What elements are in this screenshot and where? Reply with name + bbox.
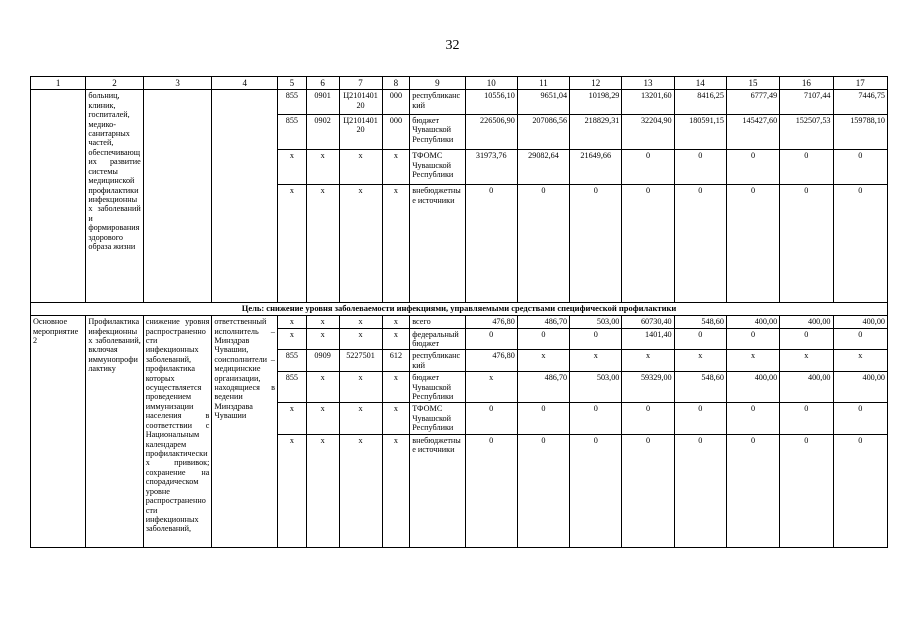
s1-col1-cell [31, 90, 86, 303]
table-cell: 0 [674, 150, 726, 185]
s1-col3-cell [143, 90, 212, 303]
budget-table [30, 76, 888, 548]
table-cell: 10198,29 [570, 90, 622, 115]
table-cell: x [278, 328, 307, 350]
table-cell: 226506,90 [465, 114, 517, 149]
table-cell: 0 [780, 150, 833, 185]
s2-name-cell: Профилактика инфекционных заболеваний, включая иммунопрофилактику [86, 316, 143, 548]
table-cell: x [622, 350, 674, 372]
header-cell: 6 [306, 77, 339, 90]
table-cell: 0 [833, 150, 888, 185]
goal-row [31, 303, 888, 316]
table-cell: 548,60 [674, 372, 726, 403]
header-cell: 7 [339, 77, 382, 90]
table-cell: 400,00 [780, 316, 833, 328]
table-cell: x [306, 150, 339, 185]
header-cell: 16 [780, 77, 833, 90]
table-cell: x [382, 328, 410, 350]
table-cell: 0 [833, 185, 888, 303]
table-cell: x [465, 372, 517, 403]
table-cell: x [278, 316, 307, 328]
table-cell: 000 [382, 90, 410, 115]
table-cell: 0 [465, 403, 517, 434]
header-cell: 10 [465, 77, 517, 90]
table-row [31, 90, 888, 115]
table-cell: x [278, 150, 307, 185]
table-cell: 0 [570, 434, 622, 547]
table-cell: x [278, 434, 307, 547]
table-cell: 1401,40 [622, 328, 674, 350]
table-cell: 0 [517, 403, 569, 434]
table-cell: 855 [278, 372, 307, 403]
header-cell: 12 [570, 77, 622, 90]
table-cell: 0 [674, 403, 726, 434]
s2-executor-cell: ответственный исполнитель – Минздрав Чувашии, соисполнители – медицинские организации, находящиеся в ведении Минздрава Чувашии [212, 316, 278, 548]
table-cell: x [339, 372, 382, 403]
table-cell: 0 [780, 185, 833, 303]
table-cell: 7107,44 [780, 90, 833, 115]
table-cell: x [278, 185, 307, 303]
table-cell: x [780, 350, 833, 372]
table-cell: 159788,10 [833, 114, 888, 149]
page-number: 32 [445, 38, 460, 53]
table-cell: x [382, 185, 410, 303]
table-cell: внебюджетные источники [410, 185, 465, 303]
table-cell: бюджет Чувашской Республики [410, 114, 465, 149]
table-cell: x [306, 434, 339, 547]
table-cell: x [339, 185, 382, 303]
table-cell: 152507,53 [780, 114, 833, 149]
table-cell: x [339, 328, 382, 350]
table-cell: 0 [726, 150, 779, 185]
table-cell: x [306, 403, 339, 434]
table-cell: 0902 [306, 114, 339, 149]
table-cell: x [382, 434, 410, 547]
table-cell: 0 [833, 403, 888, 434]
table-cell: 60730,40 [622, 316, 674, 328]
table-cell: Ц210140120 [339, 90, 382, 115]
table-cell: 400,00 [726, 372, 779, 403]
table-cell: 0909 [306, 350, 339, 372]
table-cell: 0 [570, 328, 622, 350]
table-cell: 0 [833, 328, 888, 350]
table-cell: 13201,60 [622, 90, 674, 115]
table-cell: x [278, 403, 307, 434]
table-cell: 8416,25 [674, 90, 726, 115]
table-cell: x [306, 372, 339, 403]
table-cell: x [382, 316, 410, 328]
table-cell: 0 [517, 185, 569, 303]
table-cell: 0 [622, 403, 674, 434]
table-cell: 476,80 [465, 316, 517, 328]
table-cell: 612 [382, 350, 410, 372]
table-cell: 0 [726, 403, 779, 434]
table-cell: 0 [465, 434, 517, 547]
table-cell: x [339, 150, 382, 185]
table-cell: 0 [726, 434, 779, 547]
table-cell: x [382, 403, 410, 434]
table-cell: x [339, 434, 382, 547]
table-cell: 31973,76 [465, 150, 517, 185]
table-cell: 7446,75 [833, 90, 888, 115]
table-cell: x [306, 185, 339, 303]
table-cell: республиканский [410, 90, 465, 115]
table-cell: 9651,04 [517, 90, 569, 115]
table-cell: 32204,90 [622, 114, 674, 149]
table-cell: x [570, 350, 622, 372]
table-cell: x [726, 350, 779, 372]
table-cell: 0 [780, 328, 833, 350]
table-cell: 59329,00 [622, 372, 674, 403]
header-cell: 17 [833, 77, 888, 90]
table-cell: внебюджетные источники [410, 434, 465, 547]
table-cell: 0 [465, 185, 517, 303]
table-cell: 218829,31 [570, 114, 622, 149]
table-cell: 000 [382, 114, 410, 149]
table-cell: 29082,64 [517, 150, 569, 185]
table-cell: 476,80 [465, 350, 517, 372]
table-cell: всего [410, 316, 465, 328]
table-cell: 0 [517, 434, 569, 547]
table-cell: бюджет Чувашской Республики [410, 372, 465, 403]
table-cell: 145427,60 [726, 114, 779, 149]
s2-activity-cell: Основное мероприятие 2 [31, 316, 86, 548]
table-cell: 503,00 [570, 372, 622, 403]
table-cell: 0 [674, 328, 726, 350]
table-cell: x [517, 350, 569, 372]
table-cell: x [833, 350, 888, 372]
header-cell: 3 [143, 77, 212, 90]
table-cell: 6777,49 [726, 90, 779, 115]
table-cell: x [339, 403, 382, 434]
table-cell: 486,70 [517, 316, 569, 328]
table-cell: x [306, 316, 339, 328]
header-cell: 13 [622, 77, 674, 90]
s1-col4-cell [212, 90, 278, 303]
table-cell: ТФОМС Чувашской Республики [410, 150, 465, 185]
table-cell: Ц210140120 [339, 114, 382, 149]
table-cell: 207086,56 [517, 114, 569, 149]
table-cell: 0 [780, 434, 833, 547]
table-cell: 0 [570, 403, 622, 434]
table-cell: 0 [780, 403, 833, 434]
table-cell: 0901 [306, 90, 339, 115]
table-cell: 0 [726, 185, 779, 303]
header-cell: 15 [726, 77, 779, 90]
table-cell: x [306, 328, 339, 350]
table-cell: 486,70 [517, 372, 569, 403]
header-cell: 5 [278, 77, 307, 90]
header-cell: 4 [212, 77, 278, 90]
header-cell: 11 [517, 77, 569, 90]
table-cell: ТФОМС Чувашской Республики [410, 403, 465, 434]
s1-description-cell: больниц, клиник, госпиталей, медико-санитарных частей, обеспечивающих развитие системы медицинской профилактики инфекционных заболеваний и формирования здорового образа жизни [86, 90, 143, 303]
table-cell: 400,00 [780, 372, 833, 403]
table-cell: 0 [570, 185, 622, 303]
table-cell: 21649,66 [570, 150, 622, 185]
table-cell: x [382, 372, 410, 403]
goal-heading: Цель: снижение уровня заболеваемости инфекциями, управляемыми средствами специфической профилактики [31, 303, 888, 316]
table-row [31, 316, 888, 328]
header-cell: 8 [382, 77, 410, 90]
header-cell: 1 [31, 77, 86, 90]
table-cell: 0 [465, 328, 517, 350]
header-cell: 14 [674, 77, 726, 90]
header-cell: 9 [410, 77, 465, 90]
header-cell: 2 [86, 77, 143, 90]
table-cell: 5227501 [339, 350, 382, 372]
table-cell: 0 [622, 150, 674, 185]
table-cell: 0 [622, 434, 674, 547]
table-cell: федеральный бюджет [410, 328, 465, 350]
s2-result-cell: снижение уровня распространенности инфекционных заболеваний, профилактика которых осуществляется проведением иммунизации населения в соответствии с Национальным календарем профилактических прививок; сохранение на спорадическом уровне распространенности инфекционных заболеваний, [143, 316, 212, 548]
table-cell: 10556,10 [465, 90, 517, 115]
table-cell: 0 [726, 328, 779, 350]
table-cell: x [674, 350, 726, 372]
table-cell: 855 [278, 90, 307, 115]
table-cell: 855 [278, 350, 307, 372]
table-cell: 503,00 [570, 316, 622, 328]
table-cell: 548,60 [674, 316, 726, 328]
table-cell: республиканский [410, 350, 465, 372]
table-cell: 0 [622, 185, 674, 303]
table-cell: 0 [674, 434, 726, 547]
table-cell: 400,00 [833, 372, 888, 403]
table-cell: 0 [674, 185, 726, 303]
table-cell: x [339, 316, 382, 328]
table-cell: 400,00 [726, 316, 779, 328]
header-row [31, 77, 888, 90]
table-cell: x [382, 150, 410, 185]
table-cell: 855 [278, 114, 307, 149]
table-cell: 0 [833, 434, 888, 547]
table-cell: 400,00 [833, 316, 888, 328]
table-cell: 180591,15 [674, 114, 726, 149]
table-cell: 0 [517, 328, 569, 350]
